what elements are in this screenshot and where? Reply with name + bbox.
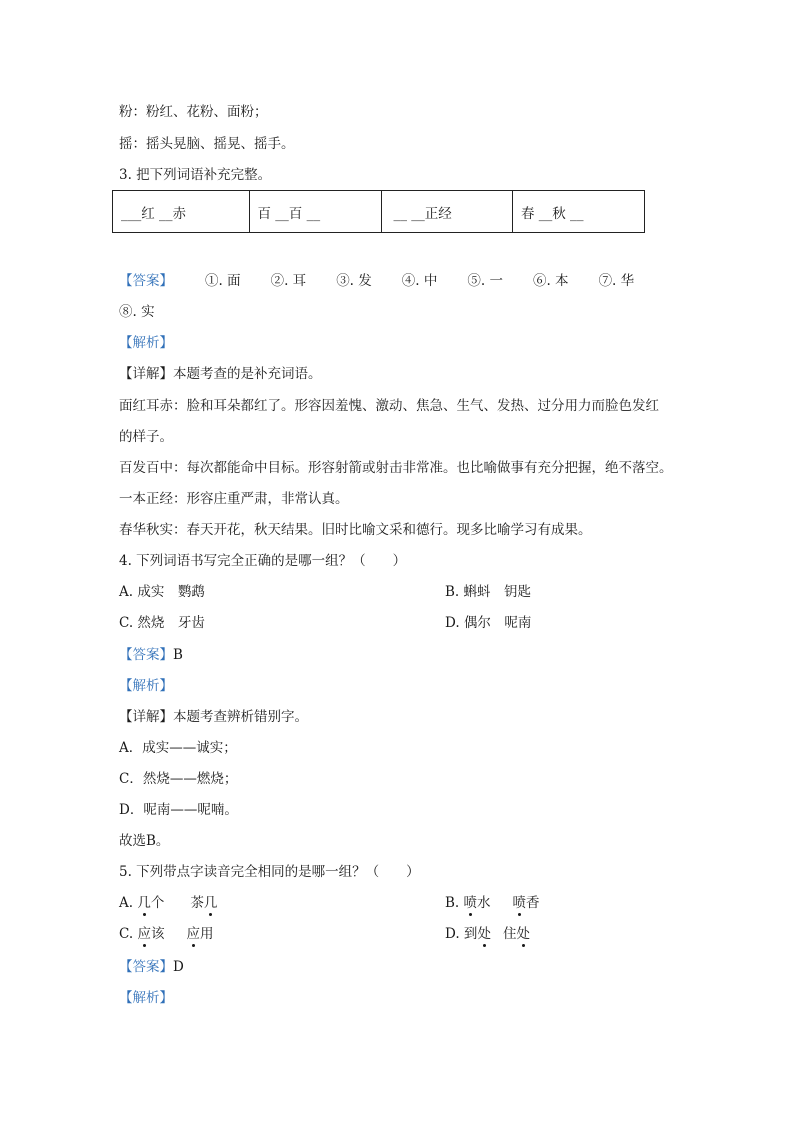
answer-item-4: ④. 中 — [401, 273, 438, 289]
dotted-char: 应 — [137, 926, 151, 942]
answer-item-2: ②. 耳 — [270, 273, 307, 289]
q3-detail-line — [119, 364, 322, 384]
jiexi-tag: 【解析】 — [119, 990, 173, 1006]
answer-item-3: ③. 发 — [336, 273, 372, 289]
fill-cell-3: __ __正经 — [381, 191, 512, 233]
option-prefix: A. — [119, 895, 138, 911]
detail-text: 本题考查辨析错别字。 — [173, 709, 308, 725]
q5-option-B — [445, 893, 540, 913]
q4-option-A: A. 成实 鹦鹉 — [119, 584, 205, 600]
q4-option-C: C. 然烧 牙齿 — [119, 615, 205, 631]
dotted-char: 喷 — [512, 895, 527, 911]
question-5: 5. 下列带点字读音完全相同的是哪一组？（ ） — [119, 864, 420, 880]
question-4: 4. 下列词语书写完全正确的是哪一组？（ ） — [119, 553, 407, 569]
q4-option-D: D. 偶尔 呢南 — [445, 615, 532, 631]
answer-tag: 【答案】 — [119, 959, 173, 975]
detail-line-1: 面红耳赤：脸和耳朵都红了。形容因羞愧、激动、焦急、生气、发热、过分用力而脸色发红 — [119, 398, 659, 414]
q4-detail-line — [119, 707, 308, 727]
detail-text: 本题考查的是补充词语。 — [173, 366, 322, 382]
dotted-char: 喷 — [463, 895, 478, 911]
fill-cell-1: ___红 __赤 — [113, 191, 250, 233]
option-text: 茶 — [190, 895, 204, 911]
option-text: 个 — [150, 895, 165, 911]
answer-item-1: ①. 面 — [205, 273, 241, 289]
option-prefix: C. — [119, 926, 138, 942]
q5-option-C — [119, 924, 213, 944]
answer-tag: 【答案】 — [119, 273, 173, 289]
answer-item-6: ⑥. 本 — [532, 273, 569, 289]
answer-item-8: ⑧. 实 — [119, 304, 155, 320]
q5-answer: D — [173, 959, 184, 975]
q5-option-D — [445, 924, 530, 944]
option-prefix: B. — [445, 895, 464, 911]
detail-line-2: 的样子。 — [119, 429, 173, 445]
dotted-char: 应 — [186, 926, 200, 942]
dotted-char: 几 — [137, 895, 151, 911]
dotted-char: 处 — [477, 926, 491, 942]
detail-tag: 【详解】 — [119, 366, 173, 382]
answer-item-5: ⑤. 一 — [467, 273, 503, 289]
detail-line-4: 一本正经：形容庄重严肃，非常认真。 — [119, 491, 349, 507]
detail-line-5: 春华秋实：春天开花，秋天结果。旧时比喻文采和德行。现多比喻学习有成果。 — [119, 522, 592, 538]
q4-answer: B — [173, 647, 183, 663]
q5-answer-line — [119, 957, 184, 977]
option-text: 香 — [526, 895, 540, 911]
text-line-yao: 摇：摇头晃脑、摇晃、摇手。 — [119, 136, 295, 152]
option-text: 水 — [477, 895, 491, 911]
q3-answer-line — [119, 271, 679, 291]
detail-line-3: 百发百中：每次都能命中目标。形容射箭或射击非常准。也比喻做事有充分把握，绝不落空。 — [119, 460, 673, 476]
option-text: 住 — [502, 926, 517, 942]
question-3: 3. 把下列词语补充完整。 — [119, 167, 272, 183]
q5-option-A — [119, 893, 217, 913]
answer-tag: 【答案】 — [119, 647, 173, 663]
fill-in-table — [112, 190, 645, 233]
dotted-char: 几 — [203, 895, 218, 911]
option-prefix: D. 到 — [445, 926, 478, 942]
fill-cell-2: 百 __百 __ — [249, 191, 381, 233]
answer-item-7: ⑦. 华 — [598, 273, 635, 289]
jiexi-tag: 【解析】 — [119, 335, 173, 351]
jiexi-tag: 【解析】 — [119, 678, 173, 694]
dotted-char: 处 — [516, 926, 530, 942]
fill-cell-4: 春 __秋 __ — [512, 191, 644, 233]
q4-option-B: B. 蝌蚪 钥匙 — [445, 584, 532, 600]
text-line-fen: 粉：粉红、花粉、面粉； — [119, 104, 268, 120]
q4-detail-1: A．成实——诚实； — [119, 740, 237, 756]
detail-tag: 【详解】 — [119, 709, 173, 725]
option-text: 用 — [199, 926, 214, 942]
q4-detail-2: C．然烧——燃烧； — [119, 771, 238, 787]
option-text: 该 — [150, 926, 165, 942]
q4-conclusion: 故选B。 — [119, 833, 170, 849]
q4-detail-3: D．呢南——呢喃。 — [119, 802, 238, 818]
q4-answer-line — [119, 645, 183, 665]
